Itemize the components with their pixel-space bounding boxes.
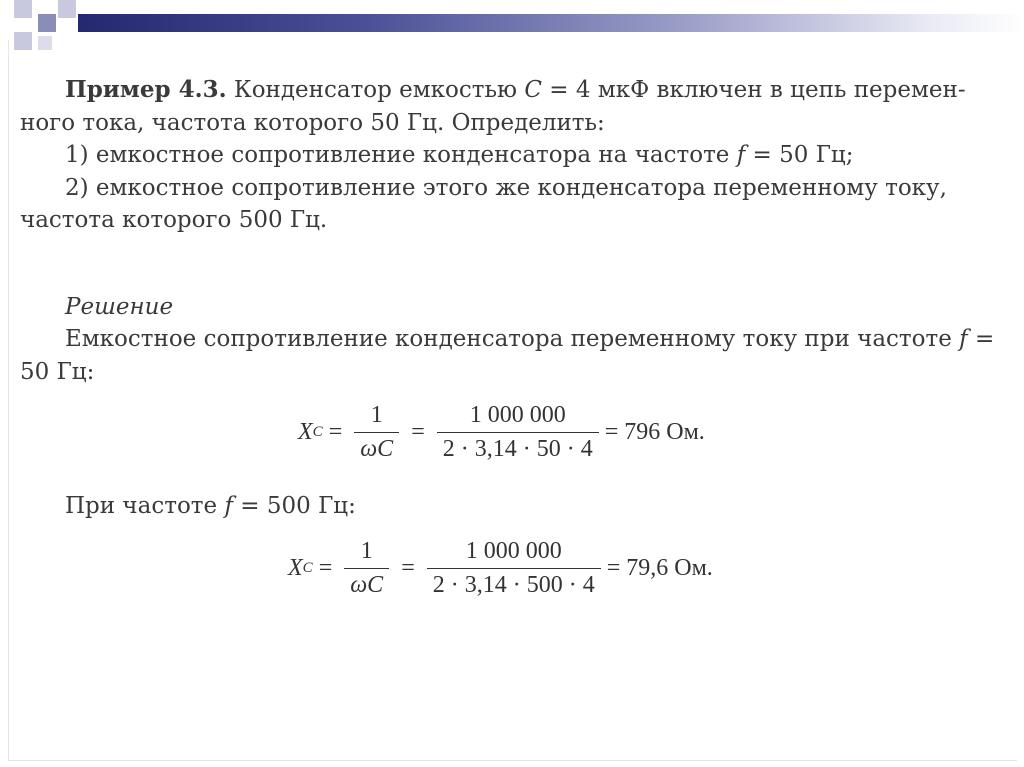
solution-heading: Решение: [65, 293, 174, 320]
second-condition: При частоте f = 500 Гц:: [65, 493, 356, 519]
task-item-2: 2) емкостное сопротивление этого же конденсатора переменному току, частота которого 500 Гц.: [20, 174, 947, 233]
decor-square-1: [14, 0, 32, 18]
formula-2: X C = $\frac{1}{\omega C}$ = $\frac{1 000 000}{2 \cdot 3,14 \cdot 500 \cdot 4}$ = 79,6 Ом.: [288, 538, 713, 598]
decor-square-3: [58, 0, 76, 18]
header-gradient-bar: [78, 14, 1024, 32]
fraction-1-over-omega-c: $\frac{1}{\omega C}$: [354, 402, 399, 463]
solution-intro: Емкостное сопротивление конденсатора переменному току при частоте f = 50 Гц:: [20, 326, 995, 385]
fraction-1-over-omega-c: $\frac{1}{\omega C}$: [344, 538, 389, 599]
second-condition-block: [20, 490, 1010, 523]
formula-1-result: = 796 Ом.: [604, 419, 705, 445]
example-statement: Пример 4.3. Конденсатор емкостью C = 4 мкФ включен в цепь перемен-ного тока, частота которого 50 Гц. Определить:: [20, 76, 966, 136]
example-label: Пример 4.3.: [65, 76, 227, 103]
fraction-numeric: $\frac{1 000 000}{2 \cdot 3,14 \cdot 500 \cdot 4}$: [427, 538, 601, 599]
formula-2-result: = 79,6 Ом.: [606, 555, 713, 581]
document-body: [20, 74, 1010, 388]
fraction-numeric: $\frac{1 000 000}{2 \cdot 3,14 \cdot 50 \cdot 4}$: [437, 402, 599, 463]
task-item-1: 1) емкостное сопротивление конденсатора на частоте f = 50 Гц;: [65, 142, 854, 168]
formula-1: X C = $\frac{1}{\omega C}$ = $\frac{1 000 000}{2 \cdot 3,14 \cdot 50 \cdot 4}$ = 796 Ом.: [298, 402, 705, 462]
decor-square-2: [38, 14, 56, 32]
